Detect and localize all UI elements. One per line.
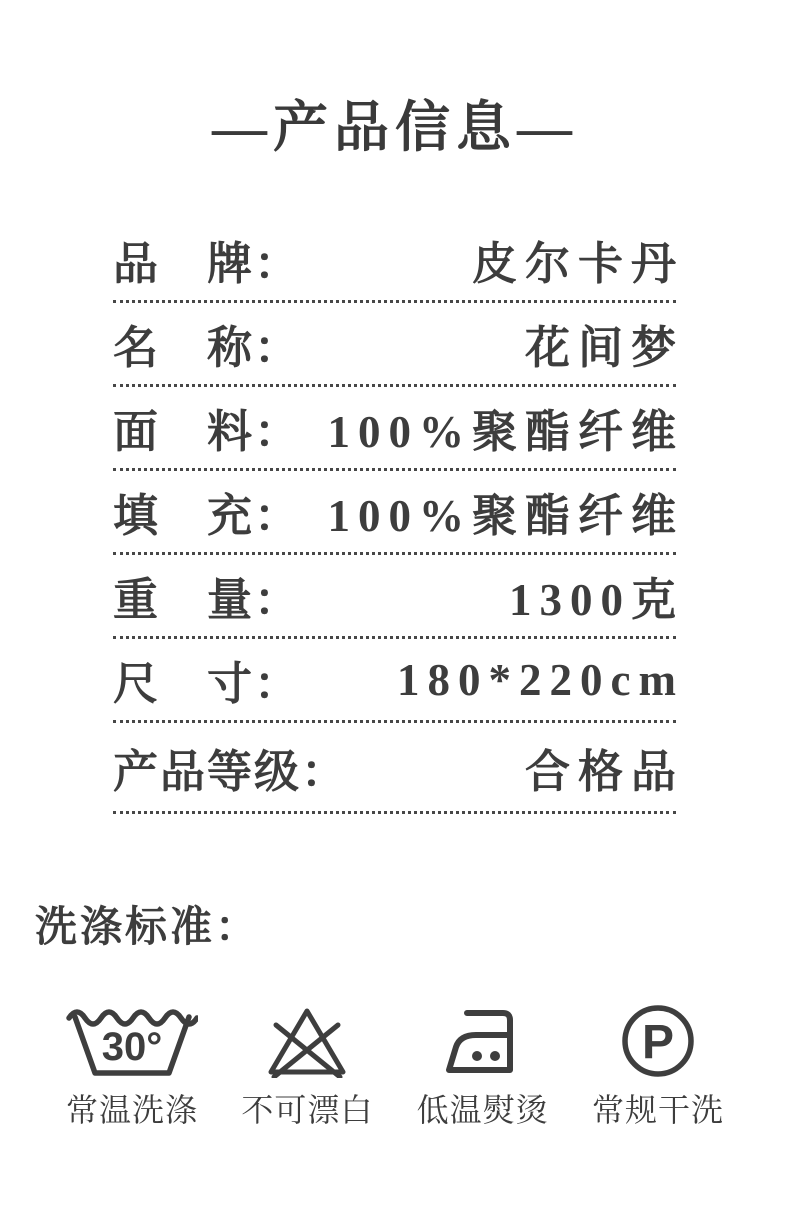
- care-icons-row: [0, 1004, 790, 1131]
- row-value: 180*220cm: [397, 654, 684, 705]
- row-label: 面 料：: [113, 407, 302, 458]
- dry-clean-letter: P: [641, 1016, 674, 1070]
- care-item-iron: [403, 1004, 563, 1131]
- row-label: 重 量：: [113, 575, 302, 626]
- row-label: 名 称：: [113, 323, 302, 374]
- care-label: 不可漂白: [241, 1092, 374, 1129]
- table-row-grade: [113, 723, 684, 814]
- row-label: 填 充：: [113, 491, 302, 542]
- row-value: 100%聚酯纤维: [327, 491, 684, 542]
- table-row-brand: [113, 219, 684, 303]
- care-label: 常温洗涤: [65, 1092, 198, 1129]
- row-label: 品 牌：: [113, 239, 302, 290]
- row-value: 花间梦: [524, 323, 684, 374]
- washing-standard-heading: 洗涤标准：: [35, 905, 261, 952]
- wash-temp-text: 30°: [101, 1025, 163, 1070]
- row-label: 尺 寸：: [113, 659, 302, 710]
- care-label: 低温熨烫: [416, 1092, 549, 1129]
- row-value: 合格品: [524, 746, 684, 797]
- table-row-weight: [113, 555, 684, 639]
- table-row-name: [113, 303, 684, 387]
- no-bleach-icon: [259, 1004, 355, 1078]
- table-row-fabric: [113, 387, 684, 471]
- care-item-bleach: [227, 1004, 387, 1131]
- row-value: 100%聚酯纤维: [327, 407, 684, 458]
- table-row-filling: [113, 471, 684, 555]
- iron-low-icon: [440, 1004, 526, 1078]
- row-value: 皮尔卡丹: [471, 239, 684, 290]
- product-info-table: [113, 219, 684, 814]
- care-label: 常规干洗: [591, 1092, 724, 1129]
- dry-clean-icon: [618, 1004, 698, 1078]
- page-title: —产品信息—: [211, 97, 578, 158]
- table-row-size: [113, 639, 684, 723]
- care-item-dryclean: [578, 1004, 738, 1131]
- care-item-wash: [52, 1004, 212, 1131]
- wash-30-icon: [66, 1004, 198, 1078]
- row-value: 1300克: [508, 575, 684, 626]
- row-label: 产品等级：: [113, 746, 349, 797]
